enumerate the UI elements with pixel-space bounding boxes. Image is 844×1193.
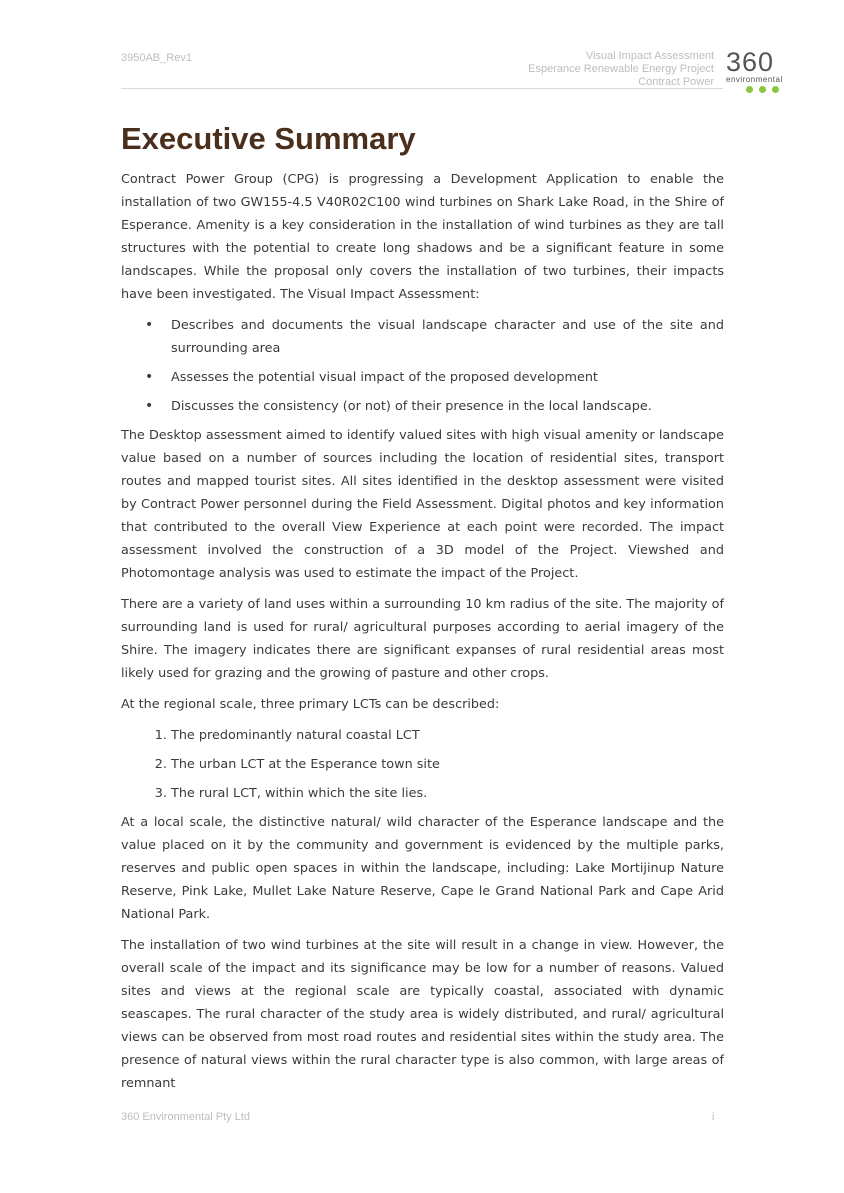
page-title: Executive Summary [121,121,416,156]
numbered-item: 3. The rural LCT, within which the site lies. [171,782,724,805]
paragraph-desktop-assessment: The Desktop assessment aimed to identify valued sites with high visual amenity or landscape value based on a number of sources including the location of residential sites, transport routes and mapped tourist sites. All sites identified in the desktop assessment were visited by Contract Power personnel during the Field Assessment. Digital photos and key information that contributed to the overall View Experience at each point were recorded. The impact assessment involved the construction of a 3D model of the Project. Viewshed and Photomontage analysis was used to estimate the impact of the Project. [121,428,724,581]
logo-dot-icon [746,86,753,93]
paragraph-local-scale: At a local scale, the distinctive natural/ wild character of the Esperance landscape and the value placed on it by the community and government is evidenced by the multiple parks, reserves and public open spaces in within the landscape, including: Lake Mortijinup Nature Reserve, Pink Lake, Mullet Lake Nature Reserve, Cape le Grand National Park and Cape Arid National Park. [121,815,724,922]
numbered-item: 1. The predominantly natural coastal LCT [171,724,724,747]
paragraph-regional-scale: At the regional scale, three primary LCTs can be described: [121,697,500,712]
header-line-report: Visual Impact Assessment [585,50,714,62]
paragraph-impact: The installation of two wind turbines at the site will result in a change in view. However, the overall scale of the impact and its significance may be low for a number of reasons. Valued sites and views at the regional scale are typically coastal, associated with dynamic seascapes. The rural character of the study area is widely distributed, and rural/ agricultural views can be observed from most road routes and residential sites within the study area. The presence of natural views within the rural character type is also common, with large areas of remnant [121,938,724,1091]
logo-dots [726,86,806,94]
document-body [121,120,724,1103]
footer-company: 360 Environmental Pty Ltd [121,1111,251,1123]
paragraph-land-uses: There are a variety of land uses within a surrounding 10 km radius of the site. The majority of surrounding land is used for rural/ agricultural purposes according to aerial imagery of the Shire. The imagery indicates there are significant expanses of rural residential areas most likely used for grazing and the growing of pasture and other crops. [121,597,724,681]
bullet-item: • Discusses the consistency (or not) of their presence in the local landscape. [171,395,724,418]
numbered-item: 2. The urban LCT at the Esperance town site [171,753,724,776]
document-reference: 3950AB_Rev1 [121,52,192,64]
header-line-project: Esperance Renewable Energy Project [528,63,714,75]
logo-dot-icon [772,86,779,93]
company-logo [726,47,806,96]
logo-dot-icon [759,86,766,93]
logo-word: environmental [726,75,783,84]
footer-page-number: i [712,1111,715,1123]
header-line-client: Contract Power [638,76,714,88]
logo-number: 360 [726,47,775,77]
bullet-item: • Assesses the potential visual impact of the proposed development [171,366,724,389]
numbered-list [121,724,724,805]
bullet-item: • Describes and documents the visual landscape character and use of the site and surrounding area [171,314,724,360]
bullet-list [121,314,724,418]
paragraph-intro: Contract Power Group (CPG) is progressing a Development Application to enable the installation of two GW155-4.5 V40R02C100 wind turbines on Shark Lake Road, in the Shire of Esperance. Amenity is a key consideration in the installation of wind turbines as they are tall structures with the potential to create long shadows and be a significant feature in some landscapes. While the proposal only covers the installation of two turbines, their impacts have been investigated. The Visual Impact Assessment: [121,172,724,302]
header-divider [121,88,723,89]
header-project-info [528,50,714,89]
